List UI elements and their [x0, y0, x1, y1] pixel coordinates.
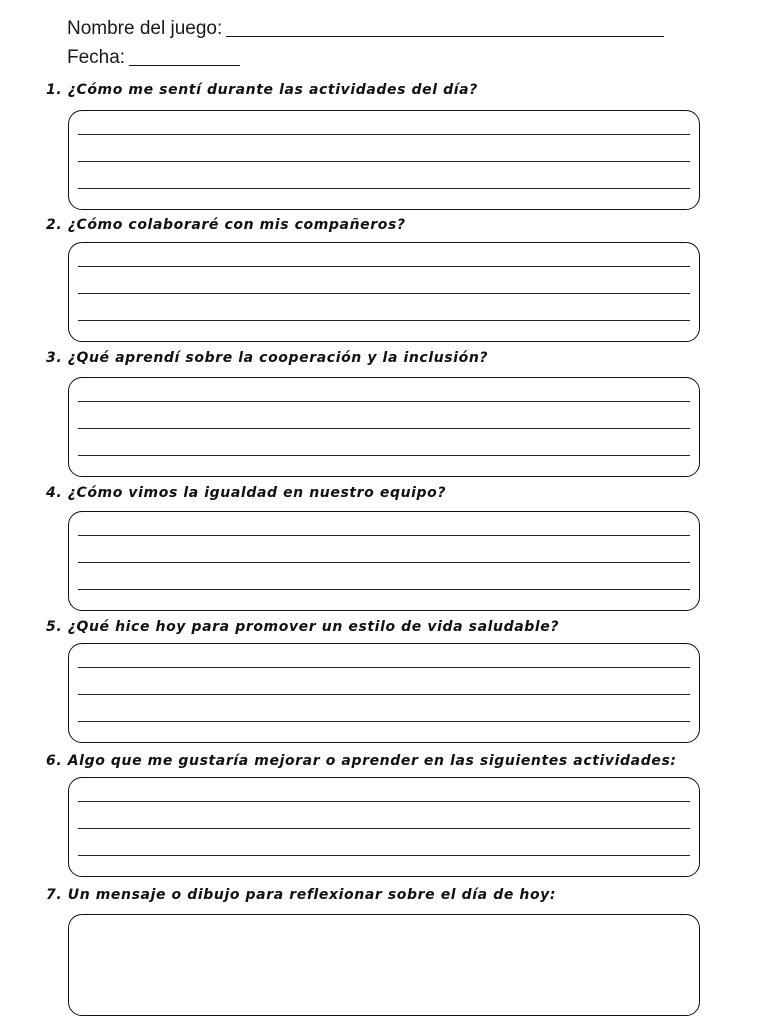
answer-box-6[interactable] [68, 777, 700, 877]
answer-box-3[interactable] [68, 377, 700, 477]
question-6: 6. Algo que me gustaría mejorar o aprender en las siguientes actividades: [46, 753, 677, 769]
answer-line [78, 293, 690, 294]
answer-line [78, 828, 690, 829]
answer-line [78, 721, 690, 722]
answer-line [78, 694, 690, 695]
answer-line [78, 401, 690, 402]
question-3: 3. ¿Qué aprendí sobre la cooperación y la inclusión? [46, 350, 489, 366]
answer-line [78, 188, 690, 189]
answer-line [78, 161, 690, 162]
question-7: 7. Un mensaje o dibujo para reflexionar sobre el día de hoy: [46, 887, 557, 903]
answer-line [78, 428, 690, 429]
answer-line [78, 562, 690, 563]
answer-box-1[interactable] [68, 110, 700, 210]
answer-line [78, 134, 690, 135]
game-name-row [67, 18, 664, 40]
question-2: 2. ¿Cómo colaboraré con mis compañeros? [46, 217, 406, 233]
answer-line [78, 855, 690, 856]
date-field[interactable] [129, 64, 240, 66]
answer-line [78, 667, 690, 668]
date-label: Fecha: [67, 47, 126, 68]
answer-line [78, 589, 690, 590]
answer-line [78, 535, 690, 536]
answer-line [78, 266, 690, 267]
answer-line [78, 801, 690, 802]
answer-box-2[interactable] [68, 242, 700, 342]
answer-line [78, 455, 690, 456]
date-row [67, 47, 240, 69]
question-5: 5. ¿Qué hice hoy para promover un estilo de vida saludable? [46, 619, 560, 635]
game-name-label: Nombre del juego: [67, 18, 223, 39]
answer-box-4[interactable] [68, 511, 700, 611]
question-4: 4. ¿Cómo vimos la igualdad en nuestro equipo? [46, 485, 447, 501]
drawing-box[interactable] [68, 914, 700, 1016]
answer-line [78, 320, 690, 321]
answer-box-5[interactable] [68, 643, 700, 743]
question-1: 1. ¿Cómo me sentí durante las actividades del día? [46, 82, 478, 98]
game-name-field[interactable] [226, 35, 664, 37]
